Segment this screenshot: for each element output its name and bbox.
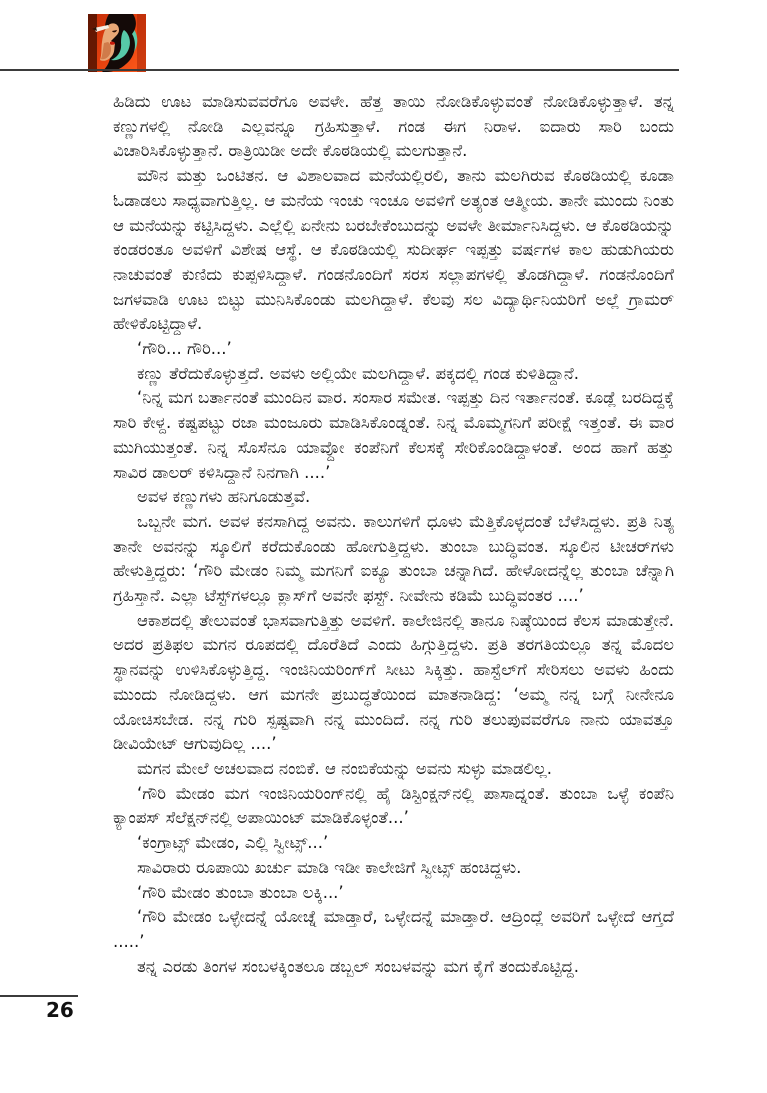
paragraph: ಅವಳ ಕಣ್ಣುಗಳು ಹನಿಗೂಡುತ್ತವೆ. <box>137 487 311 507</box>
paragraph: ಒಬ್ಬನೇ ಮಗ. ಅವಳ ಕನಸಾಗಿದ್ದ ಅವನು. ಕಾಲುಗಳಿಗೆ ಧೂಳು ಮೆತ್ತಿಕೊಳ್ಳದಂತೆ ಬೆಳೆಸಿದ್ದಳು. ಪ್ರತಿ ನಿತ್ಯ ತಾನೇ ಅವನನ್ನು ಸ್ಕೂಲಿಗೆ ಕರೆದುಕೊಂಡು ಹೋಗುತ್ತಿದ್ದಳು. ತುಂಬಾ ಬುದ್ಧಿವಂತ. ಸ್ಕೂಲಿನ ಟೀಚರ್‌ಗಳು ಹೇಳುತ್ತಿದ್ದರು: ‘ಗೌರಿ ಮೇಡಂ ನಿಮ್ಮ ಮಗನಿಗೆ ಐಕ್ಯೂ ತುಂಬಾ ಚನ್ನಾಗಿದೆ. ಹೇಳೋದನ್ನೆಲ್ಲ ತುಂಬಾ ಚೆನ್ನಾಗಿ ಗ್ರಹಿಸ್ತಾನೆ. ಎಲ್ಲಾ ಟೆಸ್ಟ್‌ಗಳಲ್ಲೂ ಕ್ಲಾಸ್‌ಗೆ ಅವನೇ ಫಸ್ಟ್. ನೀವೇನು ಕಡಿಮೆ ಬುದ್ಧಿವಂತರ ....’ <box>113 511 674 606</box>
paragraph: ‘ಗೌರಿ... ಗೌರಿ...’ <box>137 339 232 359</box>
painted-woman-face-logo <box>88 14 146 72</box>
paragraph: ಮೌನ ಮತ್ತು ಒಂಟಿತನ. ಆ ವಿಶಾಲವಾದ ಮನೆಯಲ್ಲಿರಲಿ, ತಾನು ಮಲಗಿರುವ ಕೊಠಡಿಯಲ್ಲಿ ಕೂಡಾ ಓಡಾಡಲು ಸಾಧ್ಯವಾಗುತ್ತಿಲ್ಲ. ಆ ಮನೆಯ ಇಂಚು ಇಂಚೂ ಅವಳಿಗೆ ಅತ್ಯಂತ ಆತ್ಮೀಯ. ತಾನೇ ಮುಂದು ನಿಂತು ಆ ಮನೆಯನ್ನು ಕಟ್ಟಿಸಿದ್ದಳು. ಎಲ್ಲೆಲ್ಲಿ ಏನೇನು ಬರಬೇಕೆಂಬುದನ್ನು ಅವಳೇ ತೀರ್ಮಾನಿಸಿದ್ದಳು. ಆ ಕೊಠಡಿಯನ್ನು ಕಂಡರಂತೂ ಅವಳಿಗೆ ವಿಶೇಷ ಆಸ್ಥೆ. ಆ ಕೊಠಡಿಯಲ್ಲಿ ಸುದೀರ್ಘ ಇಪ್ಪತ್ತು ವರ್ಷಗಳ ಕಾಲ ಹುಡುಗಿಯರು ನಾಚುವಂತೆ ಕುಣಿದು ಕುಪ್ಪಳಿಸಿದ್ದಾಳೆ. ಗಂಡನೊಂದಿಗೆ ಸರಸ ಸಲ್ಲಾಪಗಳಲ್ಲಿ ತೊಡಗಿದ್ದಾಳೆ. ಗಂಡನೊಂದಿಗೆ ಜಗಳವಾಡಿ ಊಟ ಬಿಟ್ಟು ಮುನಿಸಿಕೊಂಡು ಮಲಗಿದ್ದಾಳೆ. ಕೆಲವು ಸಲ ವಿದ್ಯಾರ್ಥಿನಿಯರಿಗೆ ಅಲ್ಲೆ ಗ್ರಾಮರ್ ಹೇಳಿಕೊಟ್ಟಿದ್ದಾಳೆ. <box>113 166 674 334</box>
footer-rule <box>0 995 78 997</box>
page-number: 26 <box>46 998 74 1022</box>
paragraph: ‘ಗೌರಿ ಮೇಡಂ ಒಳ್ಳೇದನ್ನೆ ಯೋಚ್ನೆ ಮಾಡ್ತಾರೆ, ಒಳ್ಳೇದನ್ನೆ ಮಾಡ್ತಾರೆ. ಆದ್ರಿಂದ್ಲೆ ಅವರಿಗೆ ಒಳ್ಳೇದೆ ಆಗ್ತದೆ .....’ <box>113 907 674 951</box>
paragraph: ‘ಗೌರಿ ಮೇಡಂ ಮಗ ಇಂಜಿನಿಯರಿಂಗ್‌ನಲ್ಲಿ ಹೈ ಡಿಸ್ಟಿಂಕ್ಷನ್‌ನಲ್ಲಿ ಪಾಸಾದ್ನಂತೆ. ತುಂಬಾ ಒಳ್ಳೆ ಕಂಪೆನಿ ಕ್ಯಾಂಪಸ್ ಸೆಲೆಕ್ಷನ್‌ನಲ್ಲಿ ಅಪಾಯಿಂಟ್ ಮಾಡಿಕೊಳ್ಳಂತೆ...’ <box>113 783 674 828</box>
paragraph: ಮಗನ ಮೇಲೆ ಅಚಲವಾದ ನಂಬಿಕೆ. ಆ ನಂಬಿಕೆಯನ್ನು ಅವನು ಸುಳ್ಳು ಮಾಡಲಿಲ್ಲ. <box>137 758 552 778</box>
paragraph: ಕಣ್ಣು ತೆರೆದುಕೊಳ್ಳುತ್ತದೆ. ಅವಳು ಅಲ್ಲಿಯೇ ಮಲಗಿದ್ದಾಳೆ. ಪಕ್ಕದಲ್ಲಿ ಗಂಡ ಕುಳಿತಿದ್ದಾನೆ. <box>137 363 579 383</box>
paragraph: ತನ್ನ ಎರಡು ತಿಂಗಳ ಸಂಬಳಕ್ಕಿಂತಲೂ ಡಬ್ಬಲ್ ಸಂಬಳವನ್ನು ಮಗ ಕೈಗೆ ತಂದುಕೊಟ್ಟಿದ್ದ. <box>137 956 579 976</box>
paragraph: ಆಕಾಶದಲ್ಲಿ ತೇಲುವಂತೆ ಭಾಸವಾಗುತ್ತಿತ್ತು ಅವಳಿಗೆ. ಕಾಲೇಜಿನಲ್ಲಿ ತಾನೂ ನಿಷ್ಠೆಯಿಂದ ಕೆಲಸ ಮಾಡುತ್ತೇನೆ. ಅದರ ಪ್ರತಿಫಲ ಮಗನ ರೂಪದಲ್ಲಿ ದೊರೆತಿದೆ ಎಂದು ಹಿಗ್ಗುತ್ತಿದ್ದಳು. ಪ್ರತಿ ತರಗತಿಯಲ್ಲೂ ತನ್ನ ಮೊದಲ ಸ್ಥಾನವನ್ನು ಉಳಿಸಿಕೊಳ್ಳುತ್ತಿದ್ದ. ಇಂಜಿನಿಯರಿಂಗ್‌ಗೆ ಸೀಟು ಸಿಕ್ಕಿತ್ತು. ಹಾಸ್ಟೆಲ್‌ಗೆ ಸೇರಿಸಲು ಅವಳು ಹಿಂದು ಮುಂದು ನೋಡಿದ್ದಳು. ಆಗ ಮಗನೇ ಪ್ರಬುದ್ಧತೆಯಿಂದ ಮಾತನಾಡಿದ್ದ: ‘ಅಮ್ಮ ನನ್ನ ಬಗ್ಗೆ ನೀನೇನೂ ಯೋಚಿಸಬೇಡ. ನನ್ನ ಗುರಿ ಸ್ಪಷ್ಟವಾಗಿ ನನ್ನ ಮುಂದಿದೆ. ನನ್ನ ಗುರಿ ತಲುಪುವವರೆಗೂ ನಾನು ಯಾವತ್ತೂ ಡೀವಿಯೇಟ್ ಆಗುವುದಿಲ್ಲ ....’ <box>113 610 674 754</box>
story-text <box>113 90 674 979</box>
paragraph: ‘ಕಂಗ್ರಾಟ್ಸ್ ಮೇಡಂ, ಎಲ್ಲಿ ಸ್ವೀಟ್ಸ್...’ <box>137 833 329 853</box>
paragraph: ಸಾವಿರಾರು ರೂಪಾಯಿ ಖರ್ಚು ಮಾಡಿ ಇಡೀ ಕಾಲೇಜಿಗೆ ಸ್ವೀಟ್ಸ್ ಹಂಚಿದ್ದಳು. <box>137 857 522 877</box>
paragraph: ‘ಗೌರಿ ಮೇಡಂ ತುಂಬಾ ತುಂಬಾ ಲಕ್ಕಿ...’ <box>137 882 344 902</box>
paragraph: ‘ನಿನ್ನ ಮಗ ಬರ್ತಾನಂತೆ ಮುಂದಿನ ವಾರ. ಸಂಸಾರ ಸಮೇತ. ಇಪ್ಪತ್ತು ದಿನ ಇರ್ತಾನಂತೆ. ಕೂಡ್ಲೆ ಬರದಿದ್ದಕ್ಕೆ ಸಾರಿ ಕೇಳ್ದ. ಕಷ್ಟಪಟ್ಟು ರಜಾ ಮಂಜೂರು ಮಾಡಿಸಿಕೊಂಡ್ನಂತೆ. ನಿನ್ನ ಮೊಮ್ಮಗನಿಗೆ ಪರೀಕ್ಷೆ ಇತ್ತಂತೆ. ಈ ವಾರ ಮುಗಿಯುತ್ತಂತೆ. ನಿನ್ನ ಸೊಸೆನೂ ಯಾವ್ದೋ ಕಂಪೆನಿಗೆ ಕೆಲಸಕ್ಕೆ ಸೇರಿಕೊಂಡಿದ್ದಾಳಂತೆ. ಅಂದ ಹಾಗೆ ಹತ್ತು ಸಾವಿರ ಡಾಲರ್ ಕಳಿಸಿದ್ದಾನೆ ನಿನಗಾಗಿ ....’ <box>113 388 674 482</box>
paragraph: ಹಿಡಿದು ಊಟ ಮಾಡಿಸುವವರೆಗೂ ಅವಳೇ. ಹೆತ್ತ ತಾಯಿ ನೋಡಿಕೊಳ್ಳುವಂತೆ ನೋಡಿಕೊಳ್ಳುತ್ತಾಳೆ. ತನ್ನ ಕಣ್ಣುಗಳಲ್ಲಿ ನೋಡಿ ಎಲ್ಲವನ್ನೂ ಗ್ರಹಿಸುತ್ತಾಳೆ. ಗಂಡ ಈಗ ನಿರಾಳ. ಐದಾರು ಸಾರಿ ಬಂದು ವಿಚಾರಿಸಿಕೊಳ್ಳುತ್ತಾನೆ. ರಾತ್ರಿಯಿಡೀ ಅದೇ ಕೊಠಡಿಯಲ್ಲಿ ಮಲಗುತ್ತಾನೆ. <box>113 92 674 161</box>
header-rule <box>0 69 679 71</box>
